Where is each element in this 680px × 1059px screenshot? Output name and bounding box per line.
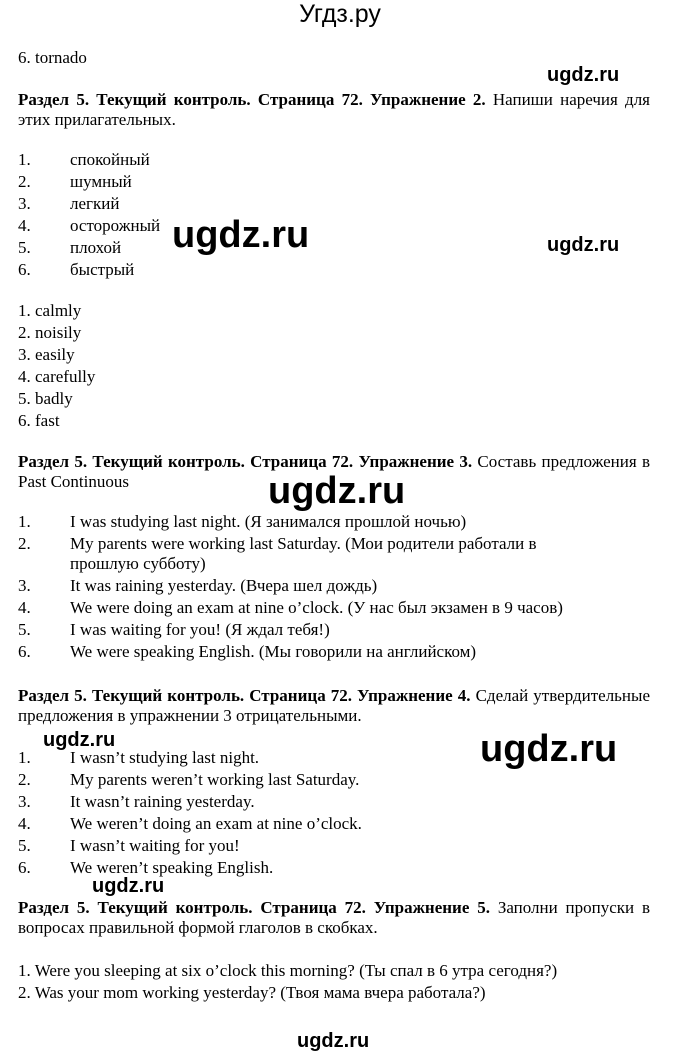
watermark: ugdz.ru xyxy=(43,729,116,751)
exercise-2-word-list xyxy=(18,150,658,280)
list-item: 2. My parents were working last Saturday. (Мои родители работали в прошлую субботу) xyxy=(18,534,537,573)
list-item: 4. осторожный xyxy=(18,216,161,235)
watermark: ugdz.ru xyxy=(547,64,620,86)
list-item: 6. We were speaking English. (Мы говорили на английском) xyxy=(18,642,477,661)
watermark: ugdz.ru xyxy=(547,234,620,256)
list-item: 1. I wasn’t studying last night. xyxy=(18,748,260,767)
list-item: 4. We were doing an exam at nine o’clock. (У нас был экзамен в 9 часов) xyxy=(18,598,563,617)
answer-line: 2. Was your mom working yesterday? (Твоя мама вчера работала?) xyxy=(18,983,486,1002)
list-item: 5. плохой xyxy=(18,238,122,257)
exercise-2-heading xyxy=(18,90,650,130)
exercise-3-sentence-list xyxy=(18,512,658,662)
exercise-4-heading xyxy=(18,686,650,726)
answer-line: 5. badly xyxy=(18,389,73,408)
list-item: 6. We weren’t speaking English. xyxy=(18,858,274,877)
exercise-5-heading xyxy=(18,898,650,938)
list-item: 3. It was raining yesterday. (Вчера шел дождь) xyxy=(18,576,378,595)
answer-line: 1. Were you sleeping at six o’clock this morning? (Ты спал в 6 утра сегодня?) xyxy=(18,961,558,980)
exercise-4-task: Сделай утвердительные предложения в упражнении 3 отрицательными. xyxy=(18,686,650,725)
exercise-3-title: Раздел 5. Текущий контроль. Страница 72. Упражнение 3. xyxy=(18,452,473,471)
list-item: 5. I was waiting for you! (Я ждал тебя!) xyxy=(18,620,330,639)
answer-line: 1. calmly xyxy=(18,301,82,320)
list-item: 5. I wasn’t waiting for you! xyxy=(18,836,240,855)
list-item: 1. спокойный xyxy=(18,150,150,169)
exercise-5-title: Раздел 5. Текущий контроль. Страница 72. Упражнение 5. xyxy=(18,898,490,917)
watermark: ugdz.ru xyxy=(172,214,310,256)
answer-line: 3. easily xyxy=(18,345,75,364)
watermark: ugdz.ru xyxy=(297,1030,370,1052)
list-item: 1. I was studying last night. (Я занимался прошлой ночью) xyxy=(18,512,467,531)
watermark: ugdz.ru xyxy=(480,728,618,770)
list-item: 2. My parents weren’t working last Saturday. xyxy=(18,770,360,789)
watermark: ugdz.ru xyxy=(92,875,165,897)
answer-line: 2. noisily xyxy=(18,323,82,342)
list-item: 6. быстрый xyxy=(18,260,135,279)
exercise-5-task: Заполни пропуски в вопросах правильной формой глаголов в скобках. xyxy=(18,898,651,937)
answer-line: 6. fast xyxy=(18,411,60,430)
previous-answer-line: 6. tornado xyxy=(18,48,87,67)
exercise-2-task: Напиши наречия для этих прилагательных. xyxy=(18,90,651,129)
list-item: 4. We weren’t doing an exam at nine o’clock. xyxy=(18,814,362,833)
exercise-4-title: Раздел 5. Текущий контроль. Страница 72. Упражнение 4. xyxy=(18,686,471,705)
exercise-3-task: Составь предложения в Past Continuous xyxy=(18,452,651,491)
watermark: ugdz.ru xyxy=(268,470,406,512)
list-item: 3. It wasn’t raining yesterday. xyxy=(18,792,255,811)
exercise-2-title: Раздел 5. Текущий контроль. Страница 72. Упражнение 2. xyxy=(18,90,486,109)
site-title: Угдз.ру xyxy=(299,0,381,28)
list-item: 2. шумный xyxy=(18,172,132,191)
list-item: 3. легкий xyxy=(18,194,120,213)
answer-line: 4. carefully xyxy=(18,367,96,386)
